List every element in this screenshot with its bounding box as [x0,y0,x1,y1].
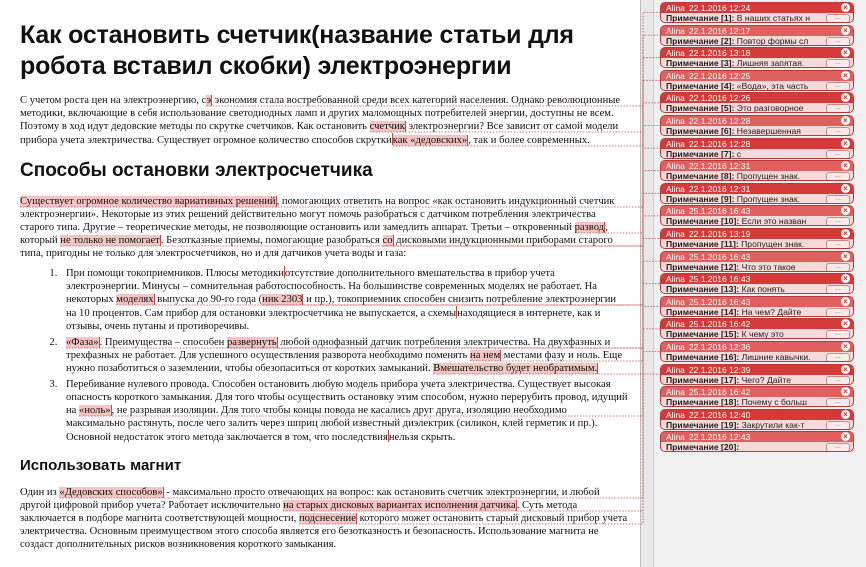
comment-balloon[interactable] [660,47,854,68]
comment-header [661,161,853,171]
close-icon[interactable]: × [841,184,850,193]
comment-header [661,116,853,126]
comment-text: Пропущен знак. [734,193,800,204]
comment-balloon[interactable] [660,160,854,181]
comment-balloon[interactable] [660,70,854,91]
close-icon[interactable]: × [841,93,850,102]
comment-anchor-13[interactable]: развернуть [227,337,277,348]
comment-date: 25.1.2016 16:42 [688,387,751,398]
comment-label: Примечание [16]: [666,352,740,362]
comment-author: Alina [666,138,685,149]
comment-text: В наших статьях н [734,13,811,23]
comment-author: Alina [666,48,685,59]
more-button[interactable]: … [826,330,850,339]
comment-header [661,410,853,420]
comment-header [661,387,853,397]
comment-author: Alina [666,25,685,36]
comment-label: Примечание [5]: [666,103,735,114]
comment-text: Это разговорное [734,103,804,114]
more-button[interactable]: … [826,150,850,159]
comment-text: Повтор формы сл [734,35,809,46]
comment-author: Alina [666,3,685,13]
comment-label: Примечание [14]: [666,306,740,317]
comment-text: К чему это [739,329,784,340]
comment-body [661,442,853,452]
comment-body [661,420,853,430]
comment-balloon[interactable] [660,318,854,339]
comment-label: Примечание [6]: [666,126,735,136]
comment-header [661,139,853,149]
comment-author: Alina [666,93,685,104]
comment-anchor-4[interactable]: Существует огромное количество вариативных решений [20,196,276,207]
comment-label: Примечание [3]: [666,58,735,69]
comment-anchor-14[interactable]: на нем [470,350,501,361]
comment-author: Alina [666,183,685,194]
intro-paragraph: С учетом роста цен на электроэнергию, сэ экономия стала востребованной среди всех категорий населения. Однако революционные методики, включающие в себя использование светодиодных ламп и других маломощных потребителей энергии, доступны не всем. Поэтому в ход идут дедовские методы по скрутке счетчиков. Как остановить счетчик электроэнергии? Все зависит от самой модели прибора учета электричества. Существует огромное количество способов скруткикак «дедовских», так и более современных. [20,95,621,146]
comment-date: 25.1.2016 16:43 [688,274,751,285]
comment-header [661,206,853,216]
comment-label: Примечание [9]: [666,193,735,204]
comment-author: Alina [666,70,685,81]
comment-balloon[interactable] [660,228,854,249]
comment-header [661,432,853,442]
comment-label: Примечание [20]: [666,442,740,453]
more-button[interactable]: … [826,263,850,272]
comment-text: Чего? Дайте [739,374,791,385]
close-icon[interactable]: × [841,432,850,441]
comment-header [661,26,853,36]
comment-body [661,375,853,385]
comment-date: 25.1.2016 16:43 [688,296,751,307]
comment-date: 22.1.2016 13:19 [688,229,751,239]
comment-balloon[interactable] [660,205,854,226]
comments-pane [654,0,866,567]
close-icon[interactable]: × [841,206,850,215]
comment-body [661,239,853,249]
close-icon[interactable]: × [841,26,850,35]
comment-header [661,93,853,103]
close-icon[interactable]: × [841,319,850,328]
close-icon[interactable]: × [841,229,850,238]
comment-header [661,3,853,13]
comment-header [661,274,853,284]
comment-label: Примечание [7]: [666,148,735,159]
comment-date: 22.1.2016 12:40 [688,409,751,420]
more-button[interactable]: … [826,217,850,226]
comment-label: Примечание [15]: [666,329,740,340]
comment-label: Примечание [17]: [666,374,740,385]
more-button[interactable]: … [826,398,850,407]
comment-author: Alina [666,251,685,262]
comment-date: 22.1.2016 12:43 [688,432,751,443]
more-button[interactable]: … [826,127,850,136]
comment-text: Незавершенная [734,126,801,136]
list-item: 1. При помощи токоприемников. Плюсы методикиотсутствие дополнительного вмешательства в прибор учета электроэнергии. Минусы – сомнительная работоспособность. На большинстве современных моделях не работает. На некоторых моделях выпуска до 90-го года (ник 2303 и пр.), токоприемник способен снизить потребление электроэнергии на 10 процентов. Сам прибор для остановки электросчетчика не выпускается, а схемынаходящиеся в интернете, как и отзывы, очень путаны и противоречивы. [60,266,628,333]
comment-balloon[interactable] [660,364,854,385]
comment-text: «Вода», эта часть [734,80,809,91]
more-button[interactable]: … [826,443,850,452]
close-icon[interactable]: × [841,342,850,351]
comment-author: Alina [666,229,685,239]
more-button[interactable]: … [826,240,850,249]
page-divider [640,0,654,567]
comment-header [661,342,853,352]
comment-text: Как понять [739,284,785,295]
comment-body [661,307,853,317]
more-button[interactable]: … [826,82,850,91]
close-icon[interactable]: × [841,387,850,396]
comment-date: 22.1.2016 12:28 [688,138,751,149]
comment-body [661,329,853,339]
comment-author: Alina [666,206,685,217]
more-button[interactable]: … [826,172,850,181]
comment-body [661,352,853,362]
comment-body [661,36,853,46]
comment-body [661,284,853,294]
comment-body [661,194,853,204]
more-button[interactable]: … [826,37,850,46]
comment-date: 22.1.2016 12:25 [688,70,751,81]
comment-body [661,171,853,181]
comment-date: 22.1.2016 12:26 [688,93,751,104]
comment-label: Примечание [2]: [666,35,735,46]
comment-date: 22.1.2016 12:24 [688,3,751,13]
section-paragraph: Существует огромное количество вариативных решений, помогающих ответить на вопрос «как остановить индукционный счетчик электроэнергии». Некоторые из этих решений действительно могут помочь разобраться с датчиком потребления электричества старого типа. Другие – теоретические методы, не позволяющие остановить или замедлить аппарат. Третьи – откровенный развод, который не только не помогает. Безотказные приемы, помогающие разобраться со дисковыми индукционными приборами старого типа, пригодны не только для электросчетчиков, но и для датчиков учета воды и газа: [20,196,615,259]
comment-author: Alina [666,161,685,172]
comment-body [661,149,853,159]
close-icon[interactable]: × [841,116,850,125]
comment-label: Примечание [8]: [666,171,735,182]
section-heading: Способы остановки электросчетчика [20,160,373,181]
comment-text: Закрутили как-т [739,419,805,430]
comment-date: 22.1.2016 12:31 [688,161,751,172]
comment-text: Почему с больш [739,397,807,408]
comment-author: Alina [666,364,685,375]
comment-balloon[interactable] [660,251,854,272]
comment-text: Лишние кавычки. [739,352,811,362]
list-item: 2. «Фаза». Преимущества – способен развернуть любой однофазный датчик потребления электричества. На двухфазных и трехфазных не работает. Для успешного осуществления разворота необходимо поменять на нем местами фазу и ноль. Еще нужно позаботиться о заземлении, чтобы обезопаситься от коротких замыканий. Вмешательство будет необратимым. [60,336,628,375]
comment-balloon[interactable] [660,409,854,430]
comment-anchor-5[interactable]: развод [574,222,605,233]
comment-text: Пропущен знак. [738,239,805,249]
subsection-heading: Использовать магнит [20,457,182,474]
comment-header [661,365,853,375]
comment-body [661,397,853,407]
comment-body [661,103,853,113]
comment-text: Что это такое [739,261,796,272]
comment-balloon[interactable] [660,138,854,159]
comment-text: Пропущен знак. [734,171,800,182]
more-button[interactable]: … [826,353,850,362]
more-button[interactable]: … [826,59,850,68]
comment-balloon[interactable] [660,386,854,407]
comment-label: Примечание [12]: [666,261,740,272]
comment-anchor-6[interactable]: не только не помогает [60,235,160,246]
comment-label: Примечание [18]: [666,397,740,408]
comment-anchor-2[interactable]: счетчик [369,121,405,132]
comment-anchor-12[interactable]: «Фаза» [66,337,99,348]
close-icon[interactable]: × [841,252,850,261]
article-title: Как остановить счетчик(название статьи для робота вставил скобки) электроэнергии [20,21,574,80]
comment-date: 22.1.2016 12:39 [688,364,751,375]
close-icon[interactable]: × [841,48,850,57]
comment-balloon[interactable] [660,25,854,46]
comment-date: 25.1.2016 16:43 [688,251,751,262]
comment-anchor-11[interactable]: ник 2303 [262,294,303,305]
comment-balloon[interactable] [660,115,854,136]
methods-list [20,266,628,444]
comment-date: 22.1.2016 13:18 [688,48,751,59]
comment-anchor-18[interactable]: на старых дисковых вариантах исполнения датчика [283,500,516,511]
more-button[interactable]: … [826,285,850,294]
comment-header [661,252,853,262]
comment-date: 22.1.2016 12:31 [688,183,751,194]
comment-balloon[interactable] [660,2,854,23]
comment-label: Примечание [4]: [666,80,735,91]
comment-anchor-7[interactable]: со [382,235,393,246]
comment-balloon[interactable] [660,92,854,113]
comment-date: 25.1.2016 16:43 [688,206,751,217]
close-icon[interactable]: × [841,410,850,419]
comment-balloon[interactable] [660,273,854,294]
comment-header [661,71,853,81]
comment-text: На чем? Дайте [739,306,802,317]
comment-date: 22.1.2016 12:17 [688,25,751,36]
close-icon[interactable]: × [841,297,850,306]
comment-author: Alina [666,387,685,398]
magnet-paragraph: Один из «Дедовских способов» - максимально просто отвечающих на вопрос: как остановить счетчик электроэнергии, и любой другой цифровой прибор учета? Работает исключительно на старых дисковых вариантах исполнения датчика. Суть метода заключается в подборе магнита соответствующей мощности, подснесение которого может остановить старый дисковый прибор учета электричества. Основным преимуществом этого способа является его безотказность и безопасность. Использование магнита не создаст дополнительных рисков возникновения короткого замыкания. [20,487,628,550]
comment-label: Примечание [11]: [666,239,739,249]
comment-author: Alina [666,116,685,126]
comment-author: Alina [666,274,685,285]
comment-label: Примечание [13]: [666,284,740,295]
comment-header [661,297,853,307]
comment-label: Примечание [1]: [666,13,735,23]
comment-author: Alina [666,342,685,352]
comment-anchor-10[interactable]: моделях [116,294,154,305]
more-button[interactable]: … [826,14,850,23]
close-icon[interactable]: × [841,274,850,283]
close-icon[interactable]: × [841,139,850,148]
comment-balloon[interactable] [660,183,854,204]
comment-date: 22.1.2016 12:36 [688,342,751,352]
comment-author: Alina [666,296,685,307]
comment-body [661,216,853,226]
more-button[interactable]: … [826,104,850,113]
comment-label: Примечание [19]: [666,419,740,430]
comment-anchor-17[interactable]: «Дедовских способов» [59,487,163,498]
comment-author: Alina [666,432,685,443]
comment-header [661,229,853,239]
more-button[interactable]: … [826,376,850,385]
more-button[interactable]: … [826,421,850,430]
comment-text: Если это назван [739,216,807,227]
comment-header [661,184,853,194]
comment-body [661,58,853,68]
more-button[interactable]: … [826,308,850,317]
comment-body [661,13,853,23]
comment-anchor-15[interactable]: Вмешательство будет необратимым. [433,363,598,374]
comment-header [661,319,853,329]
comment-body [661,126,853,136]
comment-body [661,262,853,272]
comment-balloon[interactable] [660,431,854,452]
comment-author: Alina [666,409,685,420]
comment-text: с [734,148,742,159]
comment-balloon[interactable] [660,341,854,362]
comment-body [661,81,853,91]
comment-text: Лишняя запятая. [734,58,805,69]
comment-anchor-1[interactable]: э [206,95,212,106]
comment-anchor-19[interactable]: подснесение [298,513,356,524]
close-icon[interactable]: × [841,365,850,374]
comment-label: Примечание [10]: [666,216,740,227]
comment-header [661,48,853,58]
comment-date: 22.1.2016 12:28 [688,116,751,126]
comment-anchor-3[interactable]: как «дедовских» [392,135,468,146]
list-item: 3. Перебивание нулевого провода. Способен остановить любую модель прибора учета электричества. Существует высокая опасность короткого замыкания. Для того чтобы осуществить остановку этим способом, нужно перерубить провод, идущий на «ноль», не разрывая изоляции. Для того чтобы концы повода не касались друг друга, изоляцию необходимо максимально растянуть, после чего залить через шприц любой известный диэлектрик (силикон, клей герметик и пр.). Основной недостаток этого метода заключается в том, что последствиянельзя скрыть. [60,378,628,444]
comment-anchor-16[interactable]: «ноль» [79,405,111,416]
more-button[interactable]: … [826,195,850,204]
close-icon[interactable]: × [841,161,850,170]
close-icon[interactable]: × [841,3,850,12]
comment-date: 25.1.2016 16:42 [688,319,751,330]
comment-author: Alina [666,319,685,330]
close-icon[interactable]: × [841,71,850,80]
comment-balloon[interactable] [660,296,854,317]
